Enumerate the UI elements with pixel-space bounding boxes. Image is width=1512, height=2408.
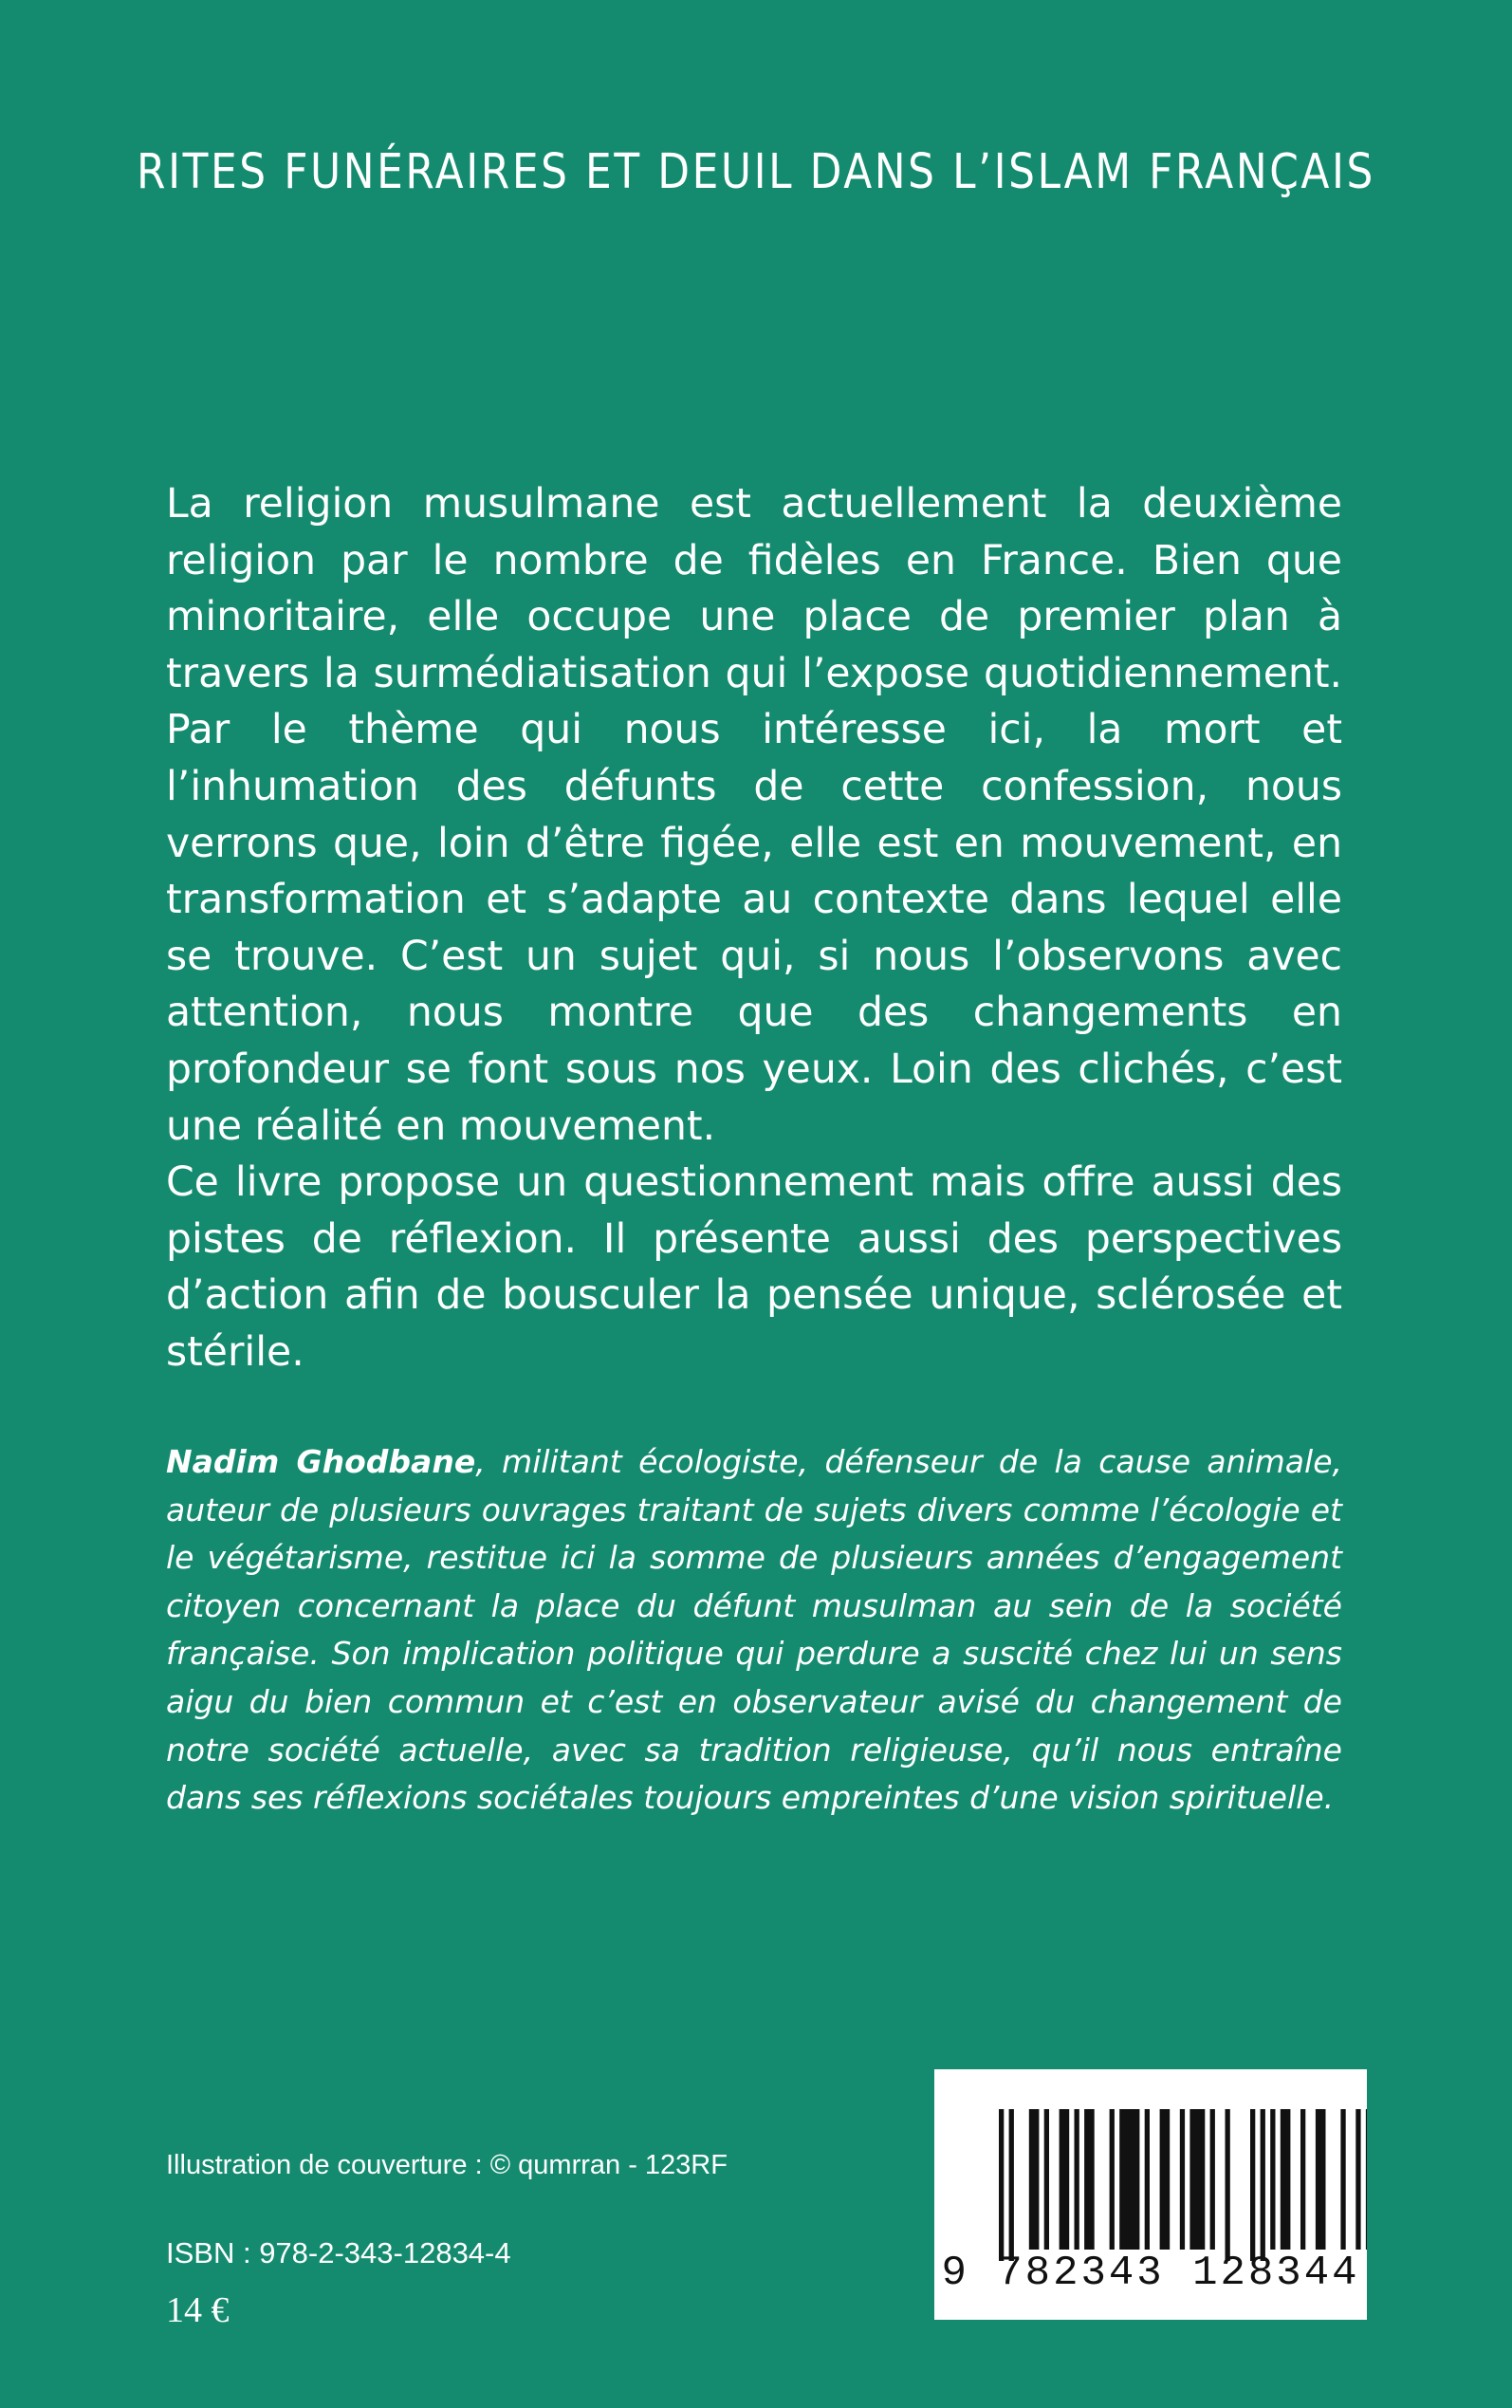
- barcode-bar: [1119, 2109, 1139, 2250]
- barcode-bar: [1281, 2109, 1291, 2250]
- barcode-bar: [1366, 2109, 1367, 2250]
- barcode-digits: 9 782343 128344: [941, 2250, 1360, 2297]
- barcode-bar: [1145, 2109, 1150, 2250]
- author-name: Nadim Ghodbane: [166, 1443, 476, 1480]
- barcode-bar: [1226, 2109, 1230, 2261]
- price: 14 €: [166, 2290, 230, 2330]
- barcode-bar: [1261, 2109, 1265, 2261]
- barcode-bar: [1180, 2109, 1185, 2250]
- barcode-bar: [1189, 2109, 1205, 2250]
- back-cover-blurb: [166, 476, 1342, 1381]
- barcode-bar: [1270, 2109, 1275, 2250]
- barcode-bar: [1044, 2109, 1049, 2250]
- barcode-bar: [1300, 2109, 1305, 2250]
- barcode-bar: [1355, 2109, 1360, 2250]
- barcode-bar: [1160, 2109, 1171, 2250]
- barcode-bar: [1250, 2109, 1255, 2261]
- barcode-bar: [1075, 2109, 1079, 2250]
- barcode-bar: [1084, 2109, 1095, 2250]
- barcode-bar: [1210, 2109, 1215, 2250]
- barcode-bar: [1060, 2109, 1070, 2250]
- author-bio: [166, 1438, 1342, 1823]
- blurb-paragraph-1: La religion musulmane est actuellement la deuxième religion par le nombre de fidèles en France. Bien que minoritaire, elle occupe une place de premier plan à travers la surmédiatisation qui l’expose quotidiennement. Par le thème qui nous intéresse ici, la mort et l’inhumation des défunts de cette confession, nous verrons que, loin d’être figée, elle est en mouvement, en transformation et s’adapte au contexte dans lequel elle se trouve. C’est un sujet qui, si nous l’observons avec attention, nous montre que des changements en profondeur se font sous nos yeux. Loin des clichés, c’est une réalité en mouvement.: [166, 481, 1342, 1150]
- book-title: RITES FUNÉRAIRES ET DEUIL DANS L’ISLAM FRANÇAIS: [137, 144, 1375, 200]
- barcode: [934, 2069, 1367, 2320]
- barcode-bar: [999, 2109, 1004, 2261]
- barcode-bar: [1316, 2109, 1326, 2250]
- blurb-paragraph-2: Ce livre propose un questionnement mais offre aussi des pistes de réflexion. Il présente aussi des perspectives d’action afin de bousculer la pensée unique, sclérosée et stérile.: [166, 1159, 1342, 1376]
- author-bio-text: , militant écologiste, défenseur de la cause animale, auteur de plusieurs ouvrages traitant de sujets divers comme l’écologie et le végétarisme, restitue ici la somme de plusieurs années d’engagement citoyen concernant la place du défunt musulman au sein de la société française. Son implication politique qui perdure a suscité chez lui un sens aigu du bien commun et c’est en observateur avisé du changement de notre société actuelle, avec sa tradition religieuse, qu’il nous entraîne dans ses réflexions sociétales toujours empreintes d’une vision spirituelle.: [166, 1443, 1342, 1817]
- illustration-credit: Illustration de couverture : © qumrran - 123RF: [166, 2150, 728, 2180]
- barcode-bar: [1029, 2109, 1040, 2250]
- isbn: ISBN : 978-2-343-12834-4: [166, 2236, 511, 2269]
- barcode-bar: [1110, 2109, 1115, 2250]
- barcode-bar: [1009, 2109, 1014, 2261]
- barcode-bar: [1340, 2109, 1345, 2250]
